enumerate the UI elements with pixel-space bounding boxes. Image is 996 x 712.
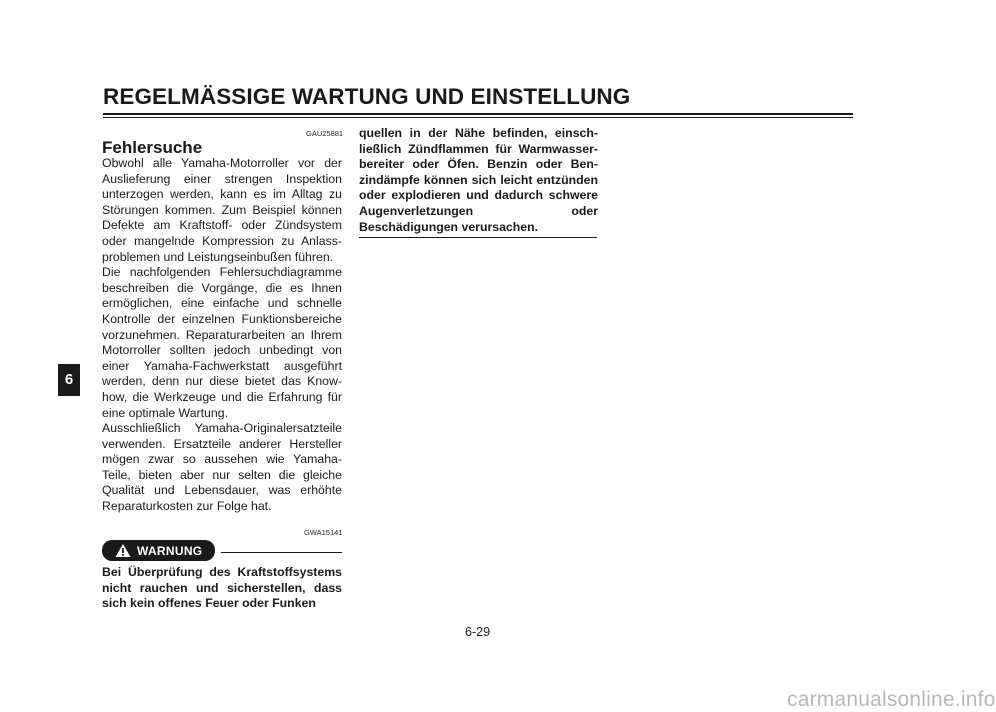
chapter-tab: 6 <box>58 364 80 396</box>
warning-rule <box>221 552 342 553</box>
section-title: Fehlersuche <box>102 138 203 157</box>
header-rule <box>103 113 853 115</box>
warning-code: GWA15141 <box>304 528 343 537</box>
warning-triangle-icon <box>115 543 131 558</box>
paragraph: Ausschließlich Yamaha-Originalersatzteile verwenden. Ersatzteile anderer Hersteller mögen zwar so aussehen wie Yamaha-Teile, bieten aber nur selten die gleiche Qualität und Lebensdauer, was erhöhte Reparaturkosten zur Folge hat. <box>102 421 342 514</box>
page-header-title: REGELMÄSSIGE WARTUNG UND EINSTELLUNG <box>103 84 631 109</box>
page-number: 6-29 <box>465 625 491 639</box>
watermark: carmanualsonline.info <box>787 688 996 711</box>
warning-end-rule <box>359 237 597 238</box>
warning-text-col1: Bei Überprüfung des Kraftstoffsystems nicht rauchen und sicherstellen, dass sich kein offenes Feuer oder Funken <box>102 565 342 611</box>
paragraph: Obwohl alle Yamaha-Motorroller vor der Auslieferung einer strengen Inspektion unterzogen werden, kann es im Alltag zu Störungen kommen. Zum Beispiel können Defekte am Kraftstoff- oder Zündsystem oder mangelnde Kompression zu Anlassproblemen und Leistungseinbußen führen. <box>102 156 342 264</box>
warning-text-col2: quellen in der Nähe befinden, einschließlich Zündflammen für Warmwasserbereiter oder Öfen. Benzin oder Benzindämpfe können sich leicht entzünden oder explodieren und dadurch schwere Augenverletzungen oder Beschädigungen verursachen. <box>359 126 598 234</box>
warning-label: WARNUNG <box>137 543 203 558</box>
warning-badge <box>102 540 215 561</box>
header-rule-thin <box>103 117 853 118</box>
section-code: GAU25881 <box>306 129 344 138</box>
section-body <box>102 156 342 515</box>
paragraph: Die nachfolgenden Fehlersuchdiagramme beschreiben die Vorgänge, die es Ihnen ermöglichen, eine einfache und schnelle Kontrolle der einzelnen Funktionsbereiche vorzunehmen. Reparaturarbeiten an Ihrem Motorroller sollten jedoch unbedingt von einer Yamaha-Fachwerkstatt ausgeführt werden, denn nur diese bietet das Know-how, die Werkzeuge und die Erfahrung für eine optimale Wartung. <box>102 265 342 420</box>
